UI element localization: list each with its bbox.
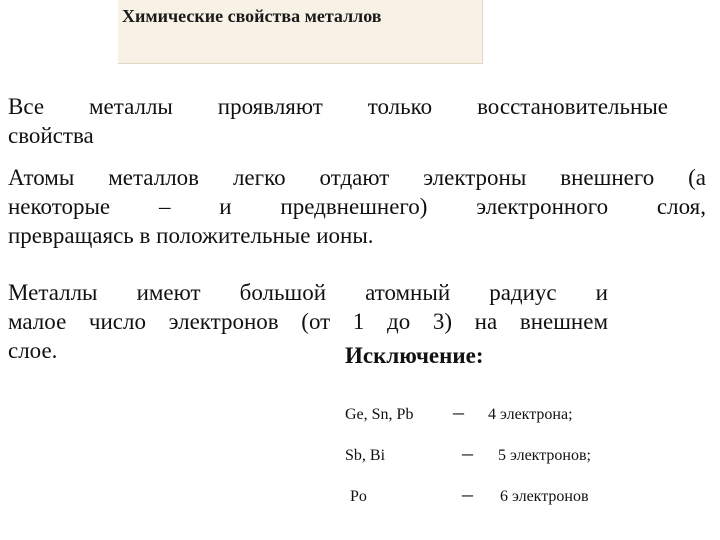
exception-dash: – bbox=[462, 481, 473, 506]
exception-row-sb-bi bbox=[0, 440, 720, 477]
exception-elements: Sb, Bi bbox=[345, 447, 386, 464]
exception-dash: – bbox=[462, 440, 473, 465]
paragraph-reducing-properties bbox=[8, 92, 668, 150]
exception-value: 6 электронов bbox=[500, 488, 589, 505]
exception-row-po bbox=[0, 481, 720, 518]
exception-elements: Ge, Sn, Pb bbox=[345, 406, 414, 423]
paragraph-line: Все металлы проявляют только восстановительные bbox=[8, 94, 668, 119]
title-box bbox=[118, 0, 483, 64]
exception-value: 4 электрона; bbox=[488, 406, 573, 423]
paragraph-line: Атомы металлов легко отдают электроны внешнего (а bbox=[8, 165, 706, 190]
paragraph-line: свойства bbox=[8, 123, 94, 148]
paragraph-line: малое число электронов (от 1 до 3) на внешнем bbox=[8, 309, 608, 334]
exception-row-ge-sn-pb bbox=[0, 399, 720, 436]
paragraph-atomic-radius bbox=[8, 278, 608, 365]
paragraph-line: слое. bbox=[8, 338, 58, 363]
exception-value: 5 электронов; bbox=[498, 447, 591, 464]
page-title: Химические свойства металлов bbox=[122, 6, 382, 26]
paragraph-line: Металлы имеют большой атомный радиус и bbox=[8, 280, 608, 305]
exception-title: Исключение: bbox=[345, 343, 484, 368]
paragraph-electron-loss bbox=[8, 163, 706, 250]
exception-elements: Po bbox=[350, 488, 367, 505]
paragraph-line: превращаясь в положительные ионы. bbox=[8, 223, 374, 248]
exception-dash: – bbox=[453, 399, 464, 424]
paragraph-line: некоторые – и предвнешнего) электронного слоя, bbox=[8, 194, 706, 219]
